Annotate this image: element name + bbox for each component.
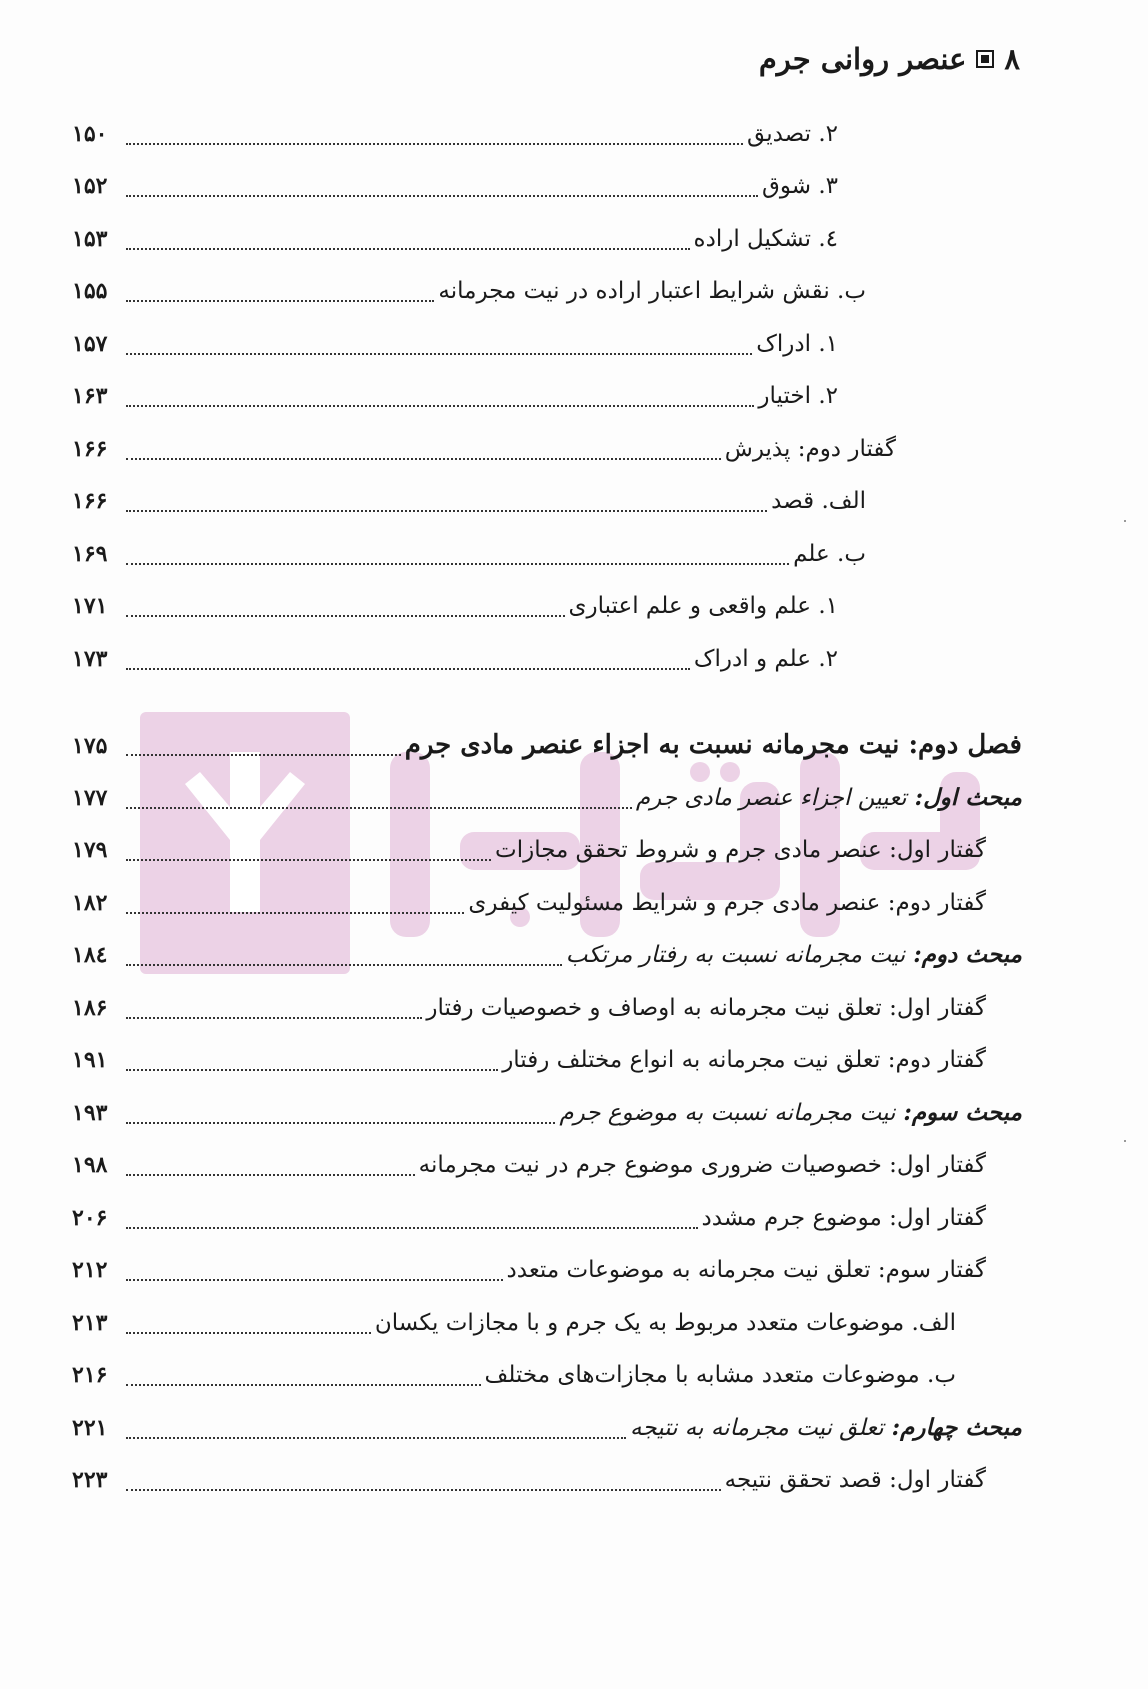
dot-leader (126, 1174, 415, 1176)
dot-leader (126, 1437, 626, 1439)
toc-entry (72, 483, 866, 519)
toc-entry (72, 1305, 956, 1341)
toc-entry-page: ۲۱۶ (72, 1362, 108, 1388)
toc-entry-page: ۱۶۹ (72, 541, 108, 567)
toc-section-entry (72, 937, 1022, 973)
toc-entry-page: ۱۶۶ (72, 488, 108, 514)
toc-entry-page: ۱۶۳ (72, 383, 108, 409)
dot-leader (126, 964, 562, 966)
toc-chapter-entry (72, 727, 1022, 763)
section-label: مبحث سوم: (903, 1099, 1022, 1126)
dot-leader (126, 300, 434, 302)
toc-entry-title: ۱. علم واقعی و علم اعتباری (568, 593, 838, 619)
toc-entry-page: ۱۷۹ (72, 837, 108, 863)
toc-entry-title: الف. موضوعات متعدد مربوط به یک جرم و با مجازات یکسان (374, 1310, 956, 1336)
toc-entry-page: ۱۷۳ (72, 646, 108, 672)
watermark-text: دادبازار (140, 712, 143, 713)
toc-entry-title: گفتار دوم: پذیرش (724, 436, 896, 462)
dot-leader (126, 807, 632, 809)
toc-entry (72, 326, 838, 362)
toc-entry-page: ۲۰۶ (72, 1205, 108, 1231)
toc-entry (72, 1147, 986, 1183)
toc-entry-page: ۱۷۵ (72, 733, 108, 759)
toc-entry-page: ۱۹۸ (72, 1152, 108, 1178)
dot-leader (126, 563, 789, 565)
toc-entry (72, 536, 866, 572)
dot-leader (126, 1017, 422, 1019)
toc-entry-title: گفتار اول: قصد تحقق نتیجه (724, 1467, 986, 1493)
dot-leader (126, 1384, 481, 1386)
toc-entry-title (564, 937, 1022, 973)
toc-entry-page: ۱۵۳ (72, 226, 108, 252)
dot-leader (126, 143, 743, 145)
toc-entry-title: ب. نقش شرایط اعتبار اراده در نیت مجرمانه (438, 278, 866, 304)
toc-entry-title: گفتار دوم: عنصر مادی جرم و شرایط مسئولیت کیفری (468, 890, 986, 916)
toc-entry (72, 1200, 986, 1236)
toc-entry (72, 1042, 986, 1078)
toc-entry-title: گفتار اول: خصوصیات ضروری موضوع جرم در نیت مجرمانه (418, 1152, 986, 1178)
toc-entry-page: ۲۲۱ (72, 1415, 108, 1441)
section-label: مبحث دوم: (913, 941, 1022, 968)
dot-leader (126, 1227, 698, 1229)
dot-leader (126, 859, 491, 861)
toc-entry-page: ۱۵۷ (72, 331, 108, 357)
toc-entry (72, 1252, 986, 1288)
dot-leader (126, 1489, 721, 1491)
section-label: مبحث اول: (914, 784, 1022, 811)
dot-leader (126, 1122, 555, 1124)
toc-entry-title: فصل دوم: نیت مجرمانه نسبت به اجزاء عنصر مادی جرم (404, 730, 1022, 760)
toc-entry (72, 641, 838, 677)
toc-entry (72, 1357, 956, 1393)
toc-entry-title (557, 1095, 1022, 1131)
toc-entry-title: ۳. شوق (762, 173, 838, 199)
toc-entry-title: ٤. تشکیل اراده (693, 226, 838, 252)
toc-entry-title: گفتار سوم: تعلق نیت مجرمانه به موضوعات متعدد (506, 1257, 986, 1283)
page-number: ۸ (1004, 42, 1020, 76)
toc-entry-title: گفتار اول: موضوع جرم مشدد (701, 1205, 986, 1231)
toc-entry-page: ۱۶۶ (72, 436, 108, 462)
toc-entry-title: ۱. ادراک (756, 331, 838, 357)
dot-leader (126, 668, 690, 670)
book-title: عنصر روانی جرم (758, 42, 967, 76)
dot-leader (126, 1332, 371, 1334)
toc-entry-page: ۱۹۳ (72, 1100, 108, 1126)
toc-entry (72, 588, 838, 624)
toc-entry-page: ۲۱۲ (72, 1257, 108, 1283)
dot-leader (126, 1279, 503, 1281)
section-title: تعلق نیت مجرمانه به نتیجه (630, 1415, 884, 1441)
toc-section-entry (72, 1410, 1022, 1446)
toc-entry-title: گفتار اول: تعلق نیت مجرمانه به اوصاف و خصوصیات رفتار (426, 995, 986, 1021)
toc-entry-page: ۱۸۲ (72, 890, 108, 916)
toc-entry (72, 273, 866, 309)
toc-entry (72, 378, 838, 414)
toc-section-entry (72, 780, 1022, 816)
toc-entry-title: ۲. تصدیق (747, 121, 838, 147)
toc-entry-page: ۱۸٤ (72, 942, 108, 968)
toc-entry-page: ۲۱۳ (72, 1310, 108, 1336)
toc-entry-title: گفتار اول: عنصر مادی جرم و شروط تحقق مجازات (495, 837, 986, 863)
section-title: نیت مجرمانه نسبت به رفتار مرتکب (565, 942, 906, 968)
toc-entry-title (628, 1410, 1022, 1446)
toc-entry (72, 1462, 986, 1498)
toc-entry-title: ۲. اختیار (758, 383, 838, 409)
section-title: تعیین اجزاء عنصر مادی جرم (635, 785, 907, 811)
toc-entry-page: ۱۷۷ (72, 785, 108, 811)
toc-entry-page: ۱۵۵ (72, 278, 108, 304)
toc-entry-page: ۱۵۰ (72, 121, 108, 147)
toc-entry-title: ۲. علم و ادراک (693, 646, 838, 672)
dot-leader (126, 615, 565, 617)
toc-entry-page: ۱۸۶ (72, 995, 108, 1021)
dot-leader (126, 458, 721, 460)
section-title: نیت مجرمانه نسبت به موضوع جرم (559, 1100, 896, 1126)
toc-entry-page: ۱۹۱ (72, 1047, 108, 1073)
toc-section-entry (72, 1095, 1022, 1131)
toc-entry-page: ۲۲۳ (72, 1467, 108, 1493)
toc-entry (72, 116, 838, 152)
dot-leader (126, 405, 754, 407)
dot-leader (126, 510, 767, 512)
toc-entry-title: گفتار دوم: تعلق نیت مجرمانه به انواع مختلف رفتار (502, 1047, 986, 1073)
toc-entry (72, 990, 986, 1026)
toc-entry (72, 168, 838, 204)
dot-leader (126, 195, 758, 197)
toc-entry-title: ب. موضوعات متعدد مشابه با مجازات‌های مختلف (484, 1362, 956, 1388)
toc-entry (72, 885, 986, 921)
toc-entry-page: ۱۷۱ (72, 593, 108, 619)
dot-leader (126, 1069, 498, 1071)
toc-entry-page: ۱۵۲ (72, 173, 108, 199)
section-label: مبحث چهارم: (891, 1414, 1022, 1441)
toc-entry-title: ب. علم (793, 541, 866, 567)
dot-leader (126, 248, 690, 250)
toc-entry (72, 431, 896, 467)
dot-leader (126, 754, 401, 756)
dot-leader (126, 353, 752, 355)
toc-entry-title: الف. قصد (771, 488, 866, 514)
toc-entry-title (634, 780, 1022, 816)
toc-entry (72, 221, 838, 257)
toc-entry (72, 832, 986, 868)
dot-leader (126, 912, 464, 914)
